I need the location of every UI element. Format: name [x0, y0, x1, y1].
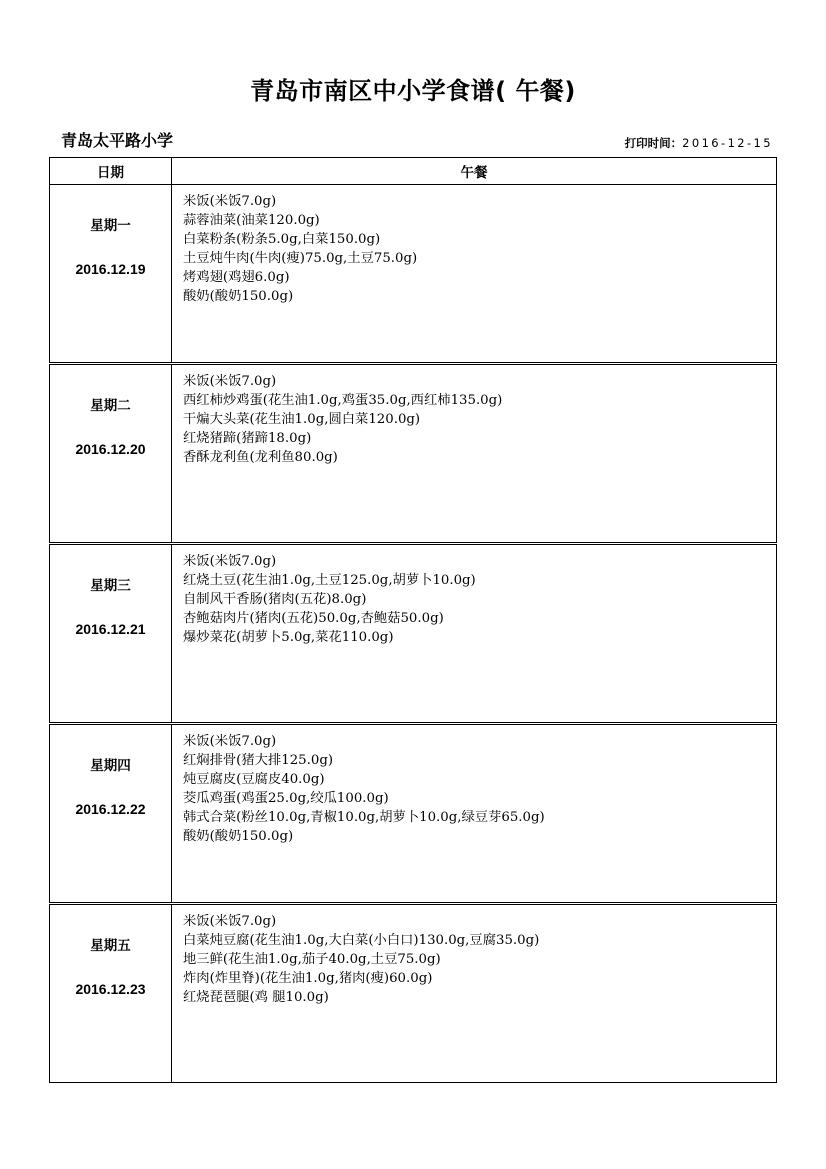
meal-item: 米饭(米饭7.0g)	[183, 194, 277, 209]
meal-item: 香酥龙利鱼(龙利鱼80.0g)	[183, 450, 338, 465]
meal-item: 米饭(米饭7.0g)	[183, 554, 277, 569]
meal-item: 白菜粉条(粉条5.0g,白菜150.0g)	[183, 232, 381, 247]
meal-item: 酸奶(酸奶150.0g)	[183, 829, 294, 844]
menu-body	[50, 185, 777, 1083]
date-label: 2016.12.23	[75, 981, 146, 997]
meal-item: 干煸大头菜(花生油1.0g,圆白菜120.0g)	[183, 412, 421, 427]
date-column-header: 日期	[50, 158, 172, 185]
meal-item: 土豆炖牛肉(牛肉(瘦)75.0g,土豆75.0g)	[183, 251, 418, 266]
school-name: 青岛太平路小学	[61, 131, 174, 150]
meal-item: 地三鲜(花生油1.0g,茄子40.0g,土豆75.0g)	[183, 952, 441, 967]
date-cell	[50, 185, 172, 363]
meal-item: 米饭(米饭7.0g)	[183, 374, 277, 389]
print-time-label: 打印时间：	[624, 136, 683, 150]
date-cell	[50, 725, 172, 903]
table-row	[50, 725, 777, 903]
table-header-row	[50, 158, 777, 185]
meal-cell	[172, 725, 777, 903]
date-label: 2016.12.22	[75, 801, 146, 817]
meal-item: 炸肉(炸里脊)(花生油1.0g,猪肉(瘦)60.0g)	[183, 971, 433, 986]
weekday-label: 星期四	[90, 758, 131, 774]
weekday-label: 星期二	[90, 398, 131, 414]
date-cell	[50, 905, 172, 1083]
print-time	[625, 135, 773, 151]
meal-item: 红烧土豆(花生油1.0g,土豆125.0g,胡萝卜10.0g)	[183, 573, 476, 588]
table-row	[50, 365, 777, 543]
meal-item: 西红柿炒鸡蛋(花生油1.0g,鸡蛋35.0g,西红柿135.0g)	[183, 393, 503, 408]
meal-cell	[172, 185, 777, 363]
print-time-value: 2016-12-15	[682, 136, 773, 150]
date-label: 2016.12.21	[75, 621, 146, 637]
meal-item: 炖豆腐皮(豆腐皮40.0g)	[183, 772, 325, 787]
meal-item: 红烧琵琶腿(鸡 腿10.0g)	[183, 990, 329, 1005]
meal-cell	[172, 905, 777, 1083]
meal-item: 爆炒菜花(胡萝卜5.0g,菜花110.0g)	[183, 630, 394, 645]
meal-item: 米饭(米饭7.0g)	[183, 914, 277, 929]
lunch-column-header: 午餐	[172, 158, 777, 185]
date-cell	[50, 545, 172, 723]
meal-item: 米饭(米饭7.0g)	[183, 734, 277, 749]
meal-item: 白菜炖豆腐(花生油1.0g,大白菜(小白口)130.0g,豆腐35.0g)	[183, 933, 540, 948]
meal-item: 茭瓜鸡蛋(鸡蛋25.0g,绞瓜100.0g)	[183, 791, 389, 806]
table-row	[50, 905, 777, 1083]
date-cell	[50, 365, 172, 543]
weekday-label: 星期五	[90, 938, 131, 954]
meal-item: 酸奶(酸奶150.0g)	[183, 289, 294, 304]
meal-item: 红烧猪蹄(猪蹄18.0g)	[183, 431, 312, 446]
weekday-label: 星期三	[90, 578, 131, 594]
weekday-label: 星期一	[90, 218, 131, 234]
meal-item: 自制风干香肠(猪肉(五花)8.0g)	[183, 592, 367, 607]
meal-cell	[172, 365, 777, 543]
date-label: 2016.12.20	[75, 441, 146, 457]
meal-item: 烤鸡翅(鸡翅6.0g)	[183, 270, 290, 285]
meal-cell	[172, 545, 777, 723]
menu-table	[49, 157, 777, 1083]
meal-item: 红焖排骨(猪大排125.0g)	[183, 753, 334, 768]
meal-item: 韩式合菜(粉丝10.0g,青椒10.0g,胡萝卜10.0g,绿豆芽65.0g)	[183, 810, 545, 825]
table-row	[50, 545, 777, 723]
meal-item: 杏鲍菇肉片(猪肉(五花)50.0g,杏鲍菇50.0g)	[183, 611, 444, 626]
page-title: 青岛市南区中小学食谱( 午餐)	[250, 77, 576, 105]
table-row	[50, 185, 777, 363]
date-label: 2016.12.19	[75, 261, 146, 277]
meal-item: 蒜蓉油菜(油菜120.0g)	[183, 213, 320, 228]
